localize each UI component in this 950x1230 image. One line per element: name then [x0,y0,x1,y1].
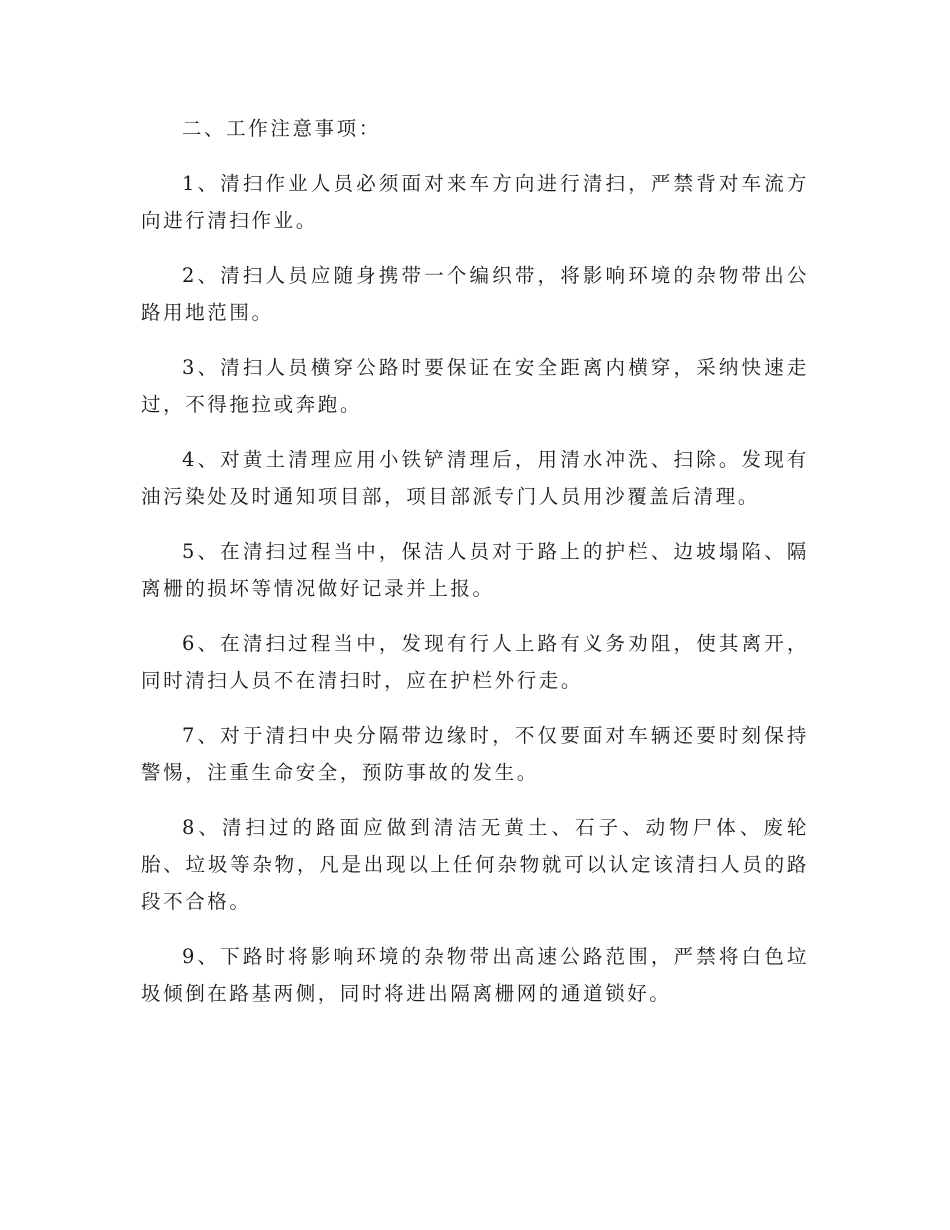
item-2: 2、清扫人员应随身携带一个编织带，将影响环境的杂物带出公路用地范围。 [141,264,809,324]
item-8: 8、清扫过的路面应做到清洁无黄土、石子、动物尸体、废轮胎、垃圾等杂物，凡是出现以上任何杂物就可以认定该清扫人员的路段不合格。 [141,816,809,913]
section-heading: 二、工作注意事项： [181,117,381,140]
document-page [141,110,809,1030]
item-5: 5、在清扫过程当中，保洁人员对于路上的护栏、边坡塌陷、隔离栅的损坏等情况做好记录并上报。 [141,540,809,600]
item-9: 9、下路时将影响环境的杂物带出高速公路范围，严禁将白色垃圾倾倒在路基两侧，同时将进出隔离栅网的通道锁好。 [141,945,809,1005]
item-7: 7、对于清扫中央分隔带边缘时，不仅要面对车辆还要时刻保持警惕，注重生命安全，预防事故的发生。 [141,724,809,784]
item-1: 1、清扫作业人员必须面对来车方向进行清扫，严禁背对车流方向进行清扫作业。 [141,172,809,232]
item-4: 4、对黄土清理应用小铁铲清理后，用清水冲洗、扫除。发现有油污染处及时通知项目部，项目部派专门人员用沙覆盖后清理。 [141,448,809,508]
item-6: 6、在清扫过程当中，发现有行人上路有义务劝阻，使其离开，同时清扫人员不在清扫时，应在护栏外行走。 [141,632,809,692]
item-3: 3、清扫人员横穿公路时要保证在安全距离内横穿，采纳快速走过，不得拖拉或奔跑。 [141,356,809,416]
